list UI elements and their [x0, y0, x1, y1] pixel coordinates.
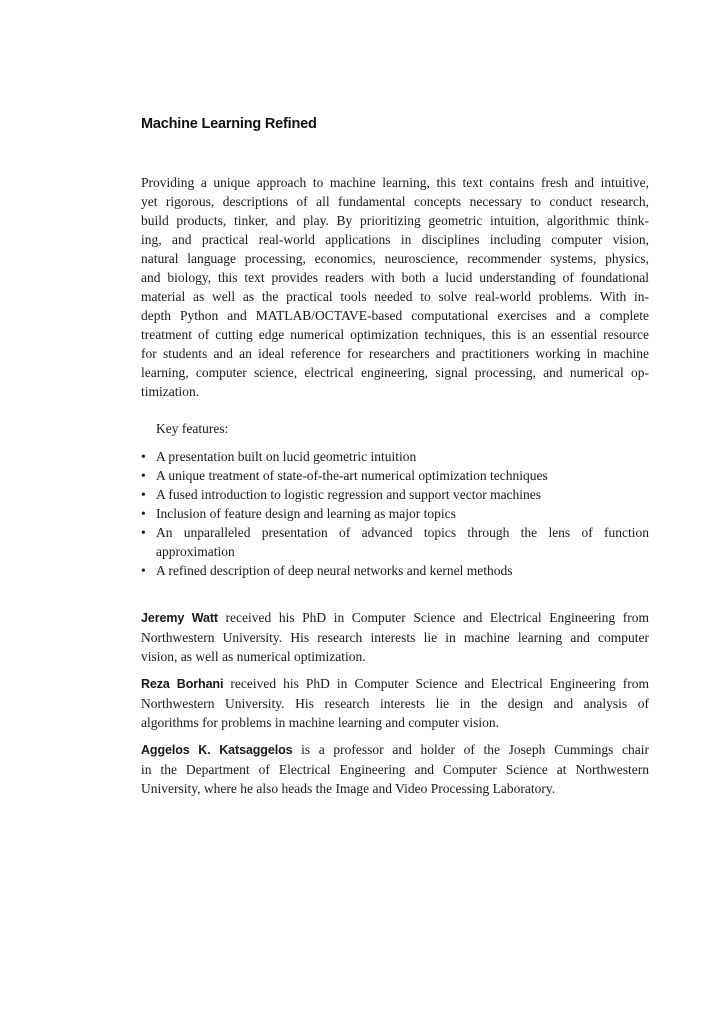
feature-item: [141, 447, 649, 466]
bio-line: University, where he also heads the Image and Video Processing Laboratory.: [141, 781, 556, 796]
author-bio: [141, 608, 649, 666]
book-title: Machine Learning Refined: [141, 116, 317, 132]
bullet-icon: •: [141, 525, 146, 540]
description-line: timization.: [141, 384, 200, 399]
bio-line: Northwestern University. His research interests lie in the design and analysis of: [141, 696, 649, 711]
bullet-icon: •: [141, 506, 146, 521]
description-line: Providing a unique approach to machine learning, this text contains fresh and intuitive,: [141, 175, 649, 190]
author-bio: [141, 740, 649, 798]
feature-text: approximation: [156, 544, 235, 559]
feature-text: Inclusion of feature design and learning as major topics: [156, 506, 456, 521]
author-name: Jeremy Watt: [141, 611, 218, 625]
feature-item: [141, 523, 649, 561]
author-bio: [141, 674, 649, 732]
features-list: [141, 447, 649, 580]
bio-text: is a professor and holder of the Joseph Cummings chair: [292, 742, 649, 757]
description-line: for students and an ideal reference for researchers and practitioners working in machine: [141, 346, 649, 361]
bullet-icon: •: [141, 449, 146, 464]
feature-item: [141, 504, 649, 523]
key-features-label: Key features:: [156, 421, 229, 436]
feature-text: An unparalleled presentation of advanced topics through the lens of function: [156, 525, 649, 540]
description-line: depth Python and MATLAB/OCTAVE-based computational exercises and a complete: [141, 308, 649, 323]
bio-line: Northwestern University. His research interests lie in machine learning and computer: [141, 630, 649, 645]
feature-item: [141, 561, 649, 580]
description-line: learning, computer science, electrical engineering, signal processing, and numerical op-: [141, 365, 649, 380]
feature-text: A fused introduction to logistic regression and support vector machines: [156, 487, 542, 502]
description-line: natural language processing, economics, neuroscience, recommender systems, physics,: [141, 251, 649, 266]
bio-first-line: [141, 674, 649, 694]
bio-line: algorithms for problems in machine learning and computer vision.: [141, 715, 500, 730]
bio-first-line: [141, 608, 649, 628]
description-line: material as well as the practical tools needed to solve real-world problems. With in-: [141, 289, 649, 304]
feature-text: A refined description of deep neural networks and kernel methods: [156, 563, 513, 578]
description-line: ing, and practical real-world applications in disciplines including computer vision,: [141, 232, 649, 247]
feature-item: [141, 466, 649, 485]
author-name: Aggelos K. Katsaggelos: [141, 743, 293, 757]
bio-text: received his PhD in Computer Science and Electrical Engineering from: [217, 610, 649, 625]
bullet-icon: •: [141, 487, 146, 502]
author-name: Reza Borhani: [141, 677, 224, 691]
description-line: treatment of cutting edge numerical optimization techniques, this is an essential resource: [141, 327, 649, 342]
bullet-icon: •: [141, 563, 146, 578]
feature-text: A presentation built on lucid geometric intuition: [156, 449, 417, 464]
bio-text: received his PhD in Computer Science and Electrical Engineering from: [223, 676, 649, 691]
description-line: and biology, this text provides readers with both a lucid understanding of foundational: [141, 270, 649, 285]
bullet-icon: •: [141, 468, 146, 483]
description-line: build products, tinker, and play. By prioritizing geometric intuition, algorithmic think-: [141, 213, 649, 228]
description-line: yet rigorous, descriptions of all fundamental concepts necessary to conduct research,: [141, 194, 649, 209]
bio-line: in the Department of Electrical Engineering and Computer Science at Northwestern: [141, 762, 649, 777]
feature-item: [141, 485, 649, 504]
description-paragraph: [141, 173, 649, 401]
bio-line: vision, as well as numerical optimization.: [141, 649, 366, 664]
bio-first-line: [141, 740, 649, 760]
feature-text: A unique treatment of state-of-the-art numerical optimization techniques: [156, 468, 548, 483]
